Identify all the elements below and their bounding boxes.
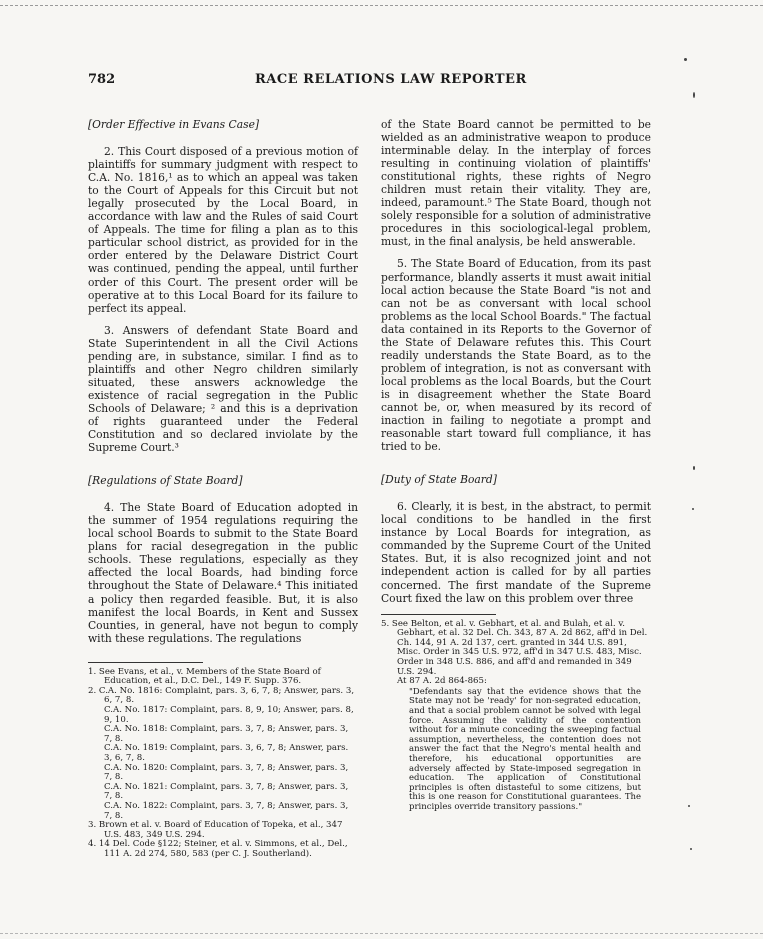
footnotes-right (381, 620, 651, 813)
section-heading-order-effective: [Order Effective in Evans Case] (88, 118, 260, 131)
footnote-2-line: C.A. No. 1819: Complaint, pars. 3, 6, 7, 8; Answer, pars. 3, 6, 7, 8. (104, 743, 349, 764)
paragraph-5: 5. The State Board of Education, from its past performance, blandly asserts it must await initial local action because the State Board "is not and can not be as conversant with local school problems as the local School Boards." The factual data contained in its Reports to the Governor of the State of Delaware refutes this. This Court readily understands the State Board, as to the problem of integration, is not as conversant with local problems as the local Boards, but the Court is in disagreement whether the State Board cannot be, or, when measured by its record of inaction in failing to negotiate a prompt and reasonable start toward full compliance, it has tried to be. (381, 257, 651, 454)
footnote-2: 2. C.A. No. 1816: Complaint, pars. 3, 6, 7, 8; Answer, pars. 3, 6, 7, 8. (88, 685, 355, 706)
scan-speck (693, 92, 695, 98)
footnote-2-line: C.A. No. 1821: Complaint, pars. 3, 7, 8; Answer, pars. 3, 7, 8. (104, 781, 349, 802)
section-heading-duty: [Duty of State Board] (381, 473, 497, 487)
footnote-2-line: C.A. No. 1818: Complaint, pars. 3, 7, 8; Answer, pars. 3, 7, 8. (104, 724, 349, 744)
footnote-5-reference: At 87 A. 2d 864-865: (397, 676, 487, 687)
scan-speck (692, 508, 694, 510)
paragraph-continuation: of the State Board cannot be permitted to be wielded as an administrative weapon to produce interminable delay. In the interplay of forces resulting in continuing violation of plaintiffs' constitutional rights, these rights of Negro children must retain their vitality. They are, indeed, paramount.⁵ The State Board, though not solely responsible for a solution of administrative procedures in this sociological-legal problem, must, in the final analysis, be held answerable. (381, 118, 651, 249)
scan-speck (690, 848, 692, 850)
right-column (381, 118, 651, 812)
scan-speck (693, 466, 695, 470)
footnotes-left (88, 668, 358, 860)
footnote-5-quote: "Defendants say that the evidence shows that the State may not be 'ready' for non-segrated education, and that a social problem cannot be solved with legal force. Assuming the validity of the contention without for a minute conceding the sweeping factual assumption, nevertheless, the contention does not answer the fact that the Negro's mental health and therefore, his educational opportunities are adversely affected by State-imposed segregation in education. The application of Constitutional principles is often distasteful to some citizens, but this is one reason for Constitutional guarantees. The principles override transitory passions." (409, 686, 641, 812)
footnote-divider (381, 614, 496, 615)
footnote-divider (88, 662, 203, 663)
footnote-2-line: C.A. No. 1817: Complaint, pars. 8, 9, 10; Answer, pars. 8, 9, 10. (104, 705, 354, 725)
footnote-1: 1. See Evans, et al., v. Members of the State Board of Education, et al., D.C. Del., 149 F. Supp. 376. (88, 666, 321, 687)
footnote-2-line: C.A. No. 1820: Complaint, pars. 3, 7, 8; Answer, pars. 3, 7, 8. (104, 762, 349, 783)
section-heading-regulations: [Regulations of State Board] (88, 474, 243, 488)
page-number: 782 (88, 72, 116, 87)
footnote-4: 4. 14 Del. Code §122; Steiner, et al. v. Simmons, et al., Del., 111 A. 2d 274, 580, 583 (per C. J. Southerland). (88, 839, 348, 859)
running-title: RACE RELATIONS LAW REPORTER (255, 72, 527, 87)
paragraph-4: 4. The State Board of Education adopted in the summer of 1954 regulations requiring the local school Boards to submit to the State Board plans for racial desegregation in the public schools. These regulations, especially as they affected the local Boards, had binding force throughout the State of Delaware.⁴ This initiated a policy then regarded feasible. But, it is also manifest the local Boards, in Kent and Sussex Counties, in general, have not begun to comply with these regulations. The regulations (88, 501, 358, 645)
paragraph-6: 6. Clearly, it is best, in the abstract, to permit local conditions to be handled in the first instance by Local Boards for integration, as commanded by the Supreme Court of the United States. But, it is also recognized joint and not independent action is called for by all parties concerned. The first mandate of the Supreme Court fixed the law on this problem over three (381, 500, 651, 605)
scan-speck (684, 58, 687, 61)
scan-speck (688, 805, 690, 807)
page-bottom-edge (0, 933, 763, 934)
paragraph-2: 2. This Court disposed of a previous motion of plaintiffs for summary judgment with respect to C.A. No. 1816,¹ as to which an appeal was taken to the Court of Appeals for this Circuit but not legally prosecuted by the Local Board, in accordance with law and the Rules of said Court of Appeals. The time for filing a plan as to this particular school district, as provided for in the order entered by the Delaware District Court was continued, pending the appeal, until further order of this Court. The present order will be operative at to this Local Board for its failure to perfect its appeal. (88, 145, 358, 315)
left-column (88, 118, 358, 860)
page-top-edge (0, 5, 763, 6)
paragraph-3: 3. Answers of defendant State Board and State Superintendent in all the Civil Actions pending are, in substance, similar. I find as to plaintiffs and other Negro children similarly situated, these answers acknowledge the existence of racial segregation in the Public Schools of Delaware; ² and this is a deprivation of rights guaranteed under the Federal Constitution and so declared inviolate by the Supreme Court.³ (88, 323, 358, 455)
footnote-2-line: C.A. No. 1822: Complaint, pars. 3, 7, 8; Answer, pars. 3, 7, 8. (104, 801, 349, 821)
footnote-3: 3. Brown et al. v. Board of Education of Topeka, et al., 347 U.S. 483, 349 U.S. 294. (88, 820, 343, 840)
footnote-5: 5. See Belton, et al. v. Gebhart, et al. and Bulah, et al. v. Gebhart, et al. 32 Del. Ch. 343, 87 A. 2d 862, aff'd in Del. Ch. 144, 91 A. 2d 137, cert. granted in 344 U.S. 891, Misc. Order in 345 U.S. 972, aff'd in 347 U.S. 483, Misc. Order in 348 U.S. 886, and aff'd and remanded in 349 U.S. 294. (381, 618, 648, 677)
